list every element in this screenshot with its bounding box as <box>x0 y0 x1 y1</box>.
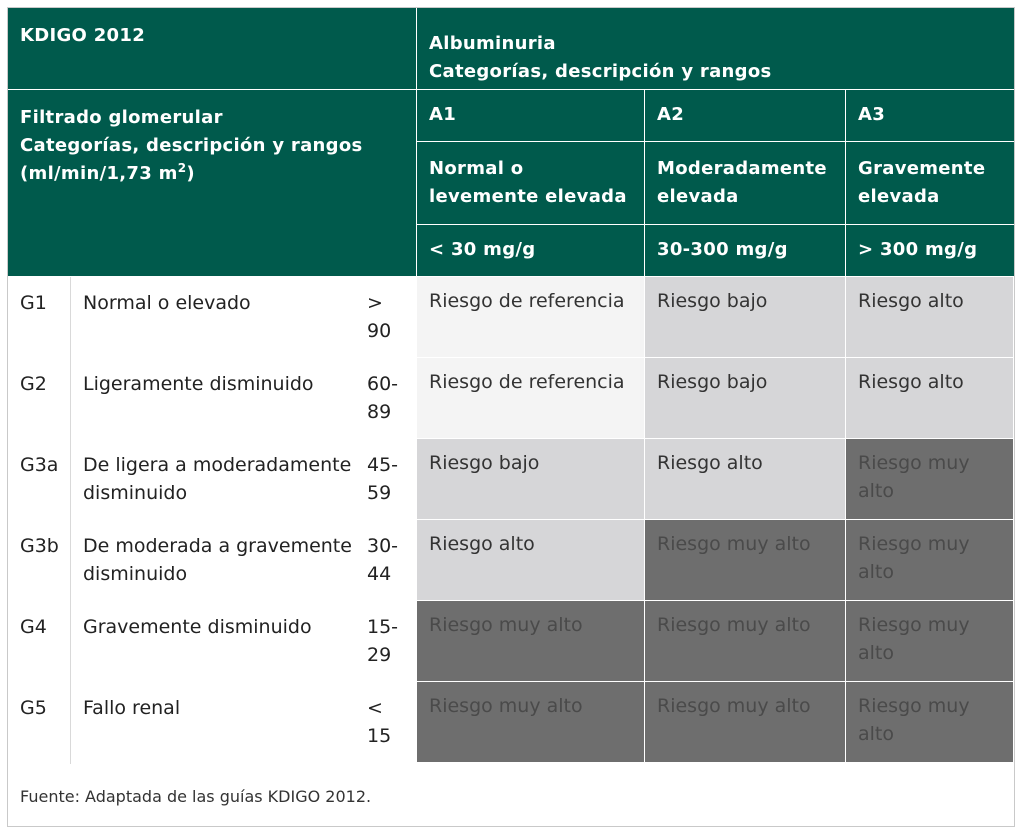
header-kdigo-cell <box>8 8 416 89</box>
risk-cell: Riesgo muy alto <box>645 520 845 600</box>
row-code: G1 <box>20 292 47 314</box>
row-range-line1: 45- <box>367 454 399 476</box>
albuminuria-title: Albuminuria <box>429 33 556 54</box>
risk-cell: Riesgo alto <box>846 277 1013 357</box>
filtrado-units: (ml/min/1,73 $m^2$) <box>20 161 195 184</box>
row-description: Ligeramente disminuido <box>83 373 314 395</box>
row-range-line2: 29 <box>367 644 392 666</box>
risk-cell: Riesgo muy alto <box>846 682 1013 762</box>
row-separator-line <box>70 277 71 764</box>
row-range-line2: 44 <box>367 563 392 585</box>
risk-cell: Riesgo de referencia <box>417 358 644 438</box>
risk-cell: Riesgo de referencia <box>417 277 644 357</box>
col-a1-code: A1 <box>417 90 644 141</box>
risk-cell: Riesgo muy alto <box>417 601 644 681</box>
row-code: G4 <box>20 616 47 638</box>
row-range-line1: 60- <box>367 373 399 395</box>
row-range-line2: 89 <box>367 401 392 423</box>
risk-cell: Riesgo alto <box>417 520 644 600</box>
row-range-line1: < <box>367 697 383 719</box>
header-albuminuria-cell <box>417 8 1014 89</box>
row-range-line2: 15 <box>367 725 392 747</box>
kdigo-title: KDIGO 2012 <box>20 25 146 46</box>
col-a2-code: A2 <box>645 90 845 141</box>
row-description: Fallo renal <box>83 697 181 719</box>
row-range-line2: 90 <box>367 320 392 342</box>
row-range <box>367 451 398 507</box>
row-description: De ligera a moderadamente disminuido <box>83 454 352 504</box>
risk-cell: Riesgo muy alto <box>417 682 644 762</box>
row-code: G3a <box>20 454 59 476</box>
header-filtrado-cell <box>8 90 416 276</box>
albuminuria-subtitle: Categorías, descripción y rangos <box>429 61 772 82</box>
row-range <box>367 613 398 669</box>
risk-cell: Riesgo muy alto <box>645 682 845 762</box>
row-range <box>367 694 391 750</box>
row-range-line1: > <box>367 292 383 314</box>
row-code: G3b <box>20 535 59 557</box>
filtrado-title: Filtrado glomerular <box>20 107 223 128</box>
risk-cell: Riesgo bajo <box>645 277 845 357</box>
row-range-line1: 30- <box>367 535 399 557</box>
row-range-line2: 59 <box>367 482 392 504</box>
filtrado-subtitle: Categorías, descripción y rangos <box>20 135 363 156</box>
risk-cell: Riesgo muy alto <box>846 601 1013 681</box>
row-range-line1: 15- <box>367 616 399 638</box>
col-a2-desc: Moderadamente elevada <box>645 142 845 224</box>
row-range <box>367 532 398 588</box>
risk-cell: Riesgo muy alto <box>846 439 1013 519</box>
row-range <box>367 370 398 426</box>
row-description: Normal o elevado <box>83 292 251 314</box>
risk-cell: Riesgo muy alto <box>645 601 845 681</box>
col-a3-desc: Gravemente elevada <box>846 142 1014 224</box>
col-a1-desc: Normal o levemente elevada <box>417 142 644 224</box>
risk-cell: Riesgo bajo <box>417 439 644 519</box>
col-a2-range: 30-300 mg/g <box>645 225 845 276</box>
row-code: G2 <box>20 373 47 395</box>
col-a1-range: < 30 mg/g <box>417 225 644 276</box>
risk-cell: Riesgo bajo <box>645 358 845 438</box>
risk-cell: Riesgo alto <box>846 358 1013 438</box>
col-a3-code: A3 <box>846 90 1014 141</box>
risk-cell: Riesgo muy alto <box>846 520 1013 600</box>
col-a3-range: > 300 mg/g <box>846 225 1014 276</box>
source-note: Fuente: Adaptada de las guías KDIGO 2012. <box>20 787 372 806</box>
row-range <box>367 289 391 345</box>
row-description: De moderada a gravemente disminuido <box>83 535 352 585</box>
risk-cell: Riesgo alto <box>645 439 845 519</box>
row-code: G5 <box>20 697 47 719</box>
row-description: Gravemente disminuido <box>83 616 312 638</box>
